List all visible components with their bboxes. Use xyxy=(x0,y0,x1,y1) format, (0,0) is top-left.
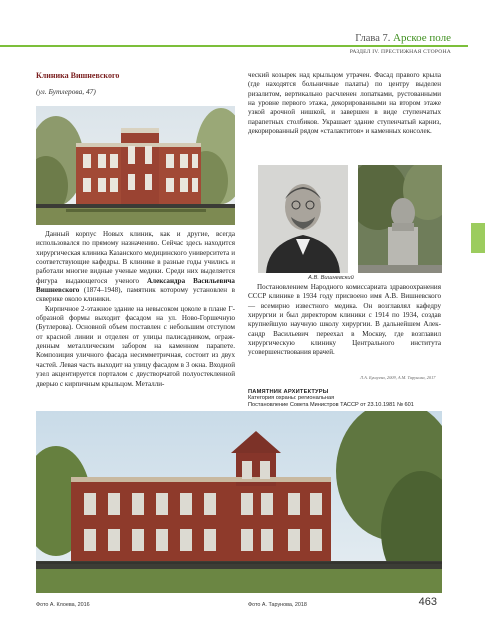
article-address: (ул. Бутлерова, 47) xyxy=(36,87,96,96)
chapter-title: Арское поле xyxy=(393,32,451,44)
photo-credit-left: Фото А. Клоева, 2016 xyxy=(36,602,90,608)
running-header xyxy=(0,28,468,58)
scientist-years: (1874–1948), памятник которому установлен в скверике около клиники. xyxy=(36,286,235,304)
chapter-heading xyxy=(355,32,451,44)
monument-decree: Постановление Совета Министров ТАССР от 23.10.1981 № 601 xyxy=(248,402,414,409)
monument-photo xyxy=(358,165,442,273)
paragraph-history: Постановлением Народного комиссариата здравоохранения СССР клинике в 1934 году присвоено имя А.В. Вишневского — всемирно известного медика. Он возглавлял кафедру хирургии и был директором клиники с 1914 по 1934, создав крупнейшую научную школу хирургии. В дальнейшем Александр Васильевич переехал в Москву, где возглавил хирургическую клинику Центрального института усовершенствования врачей. xyxy=(248,283,441,357)
scientist-name: Александра Васильевича Вишневского xyxy=(36,276,235,295)
source-note: Л.А. Бушуева, 2009, А.М. Тарунова, 2017 xyxy=(360,375,436,380)
left-column-text xyxy=(36,230,235,389)
page-number: 463 xyxy=(418,596,437,608)
article-title: Клиника Вишневского xyxy=(36,71,120,80)
portrait-photo xyxy=(258,165,348,273)
paragraph-facade: ческий козырек над крыльцом утрачен. Фасад правого крыла (где находятся больничные палаты) по центру выделен ризалитом, вертикально расчленен лопатками, рустованными на уровне первого этажа, декорированными на втором этаже узкой арочной нишкой, и завершен в виде ступенчатых парапетных столбиков. Украшает здание ступенчатый карниз, декорированный рядом «сталактитов» и каменных консолек. xyxy=(248,71,441,136)
paragraph-intro xyxy=(36,230,235,305)
monument-info xyxy=(248,389,414,409)
monument-title: ПАМЯТНИК АРХИТЕКТУРЫ xyxy=(248,389,329,395)
right-column-text-bottom xyxy=(248,283,441,358)
chapter-label: Глава 7. xyxy=(355,33,391,44)
portrait-caption: А.В. Вишневский xyxy=(308,275,354,281)
paragraph-architecture: Кирпичное 2-этажное здание на невысоком цоколе в плане Г-образной формы выходит фасадом на ул. Ново-Горшечную (Бутлерова). Основной объем поставлен с небольшим отступом от красной линии и отделен от улицы палисадником, огражденным металлическим забором на каменном парапете. Композиция уличного фасада несимметричная, состоит из двух частей. Левая часть выходит на улицу фасадом в 3 окна. Входной узел акцентируется порталом с двустворчатой полуостекленной дверью с кирпичным крыльцом. Металли- xyxy=(36,304,235,388)
clinic-photo-top xyxy=(36,106,235,225)
header-rule xyxy=(0,45,468,47)
photo-credit-right: Фото А. Тарунова, 2018 xyxy=(248,602,307,608)
section-label: РАЗДЕЛ IV. ПРЕСТИЖНАЯ СТОРОНА xyxy=(349,49,451,55)
clinic-photo-bottom xyxy=(36,411,442,593)
monument-category: Категория охраны: региональная xyxy=(248,395,335,401)
chapter-side-tab xyxy=(471,223,485,253)
paragraph-intro-text: Данный корпус Новых клиник, как и другие, всегда использовался по прямому назначению. Сейчас здесь находится хирургическая клиника Казанского медицинского университета и соответствующие кафедры. В клинике в разные годы учились и работали многие видные ученые медики. Среди них выделяется фигура выдающегося ученого xyxy=(36,230,235,285)
right-column-text-top xyxy=(248,71,441,136)
